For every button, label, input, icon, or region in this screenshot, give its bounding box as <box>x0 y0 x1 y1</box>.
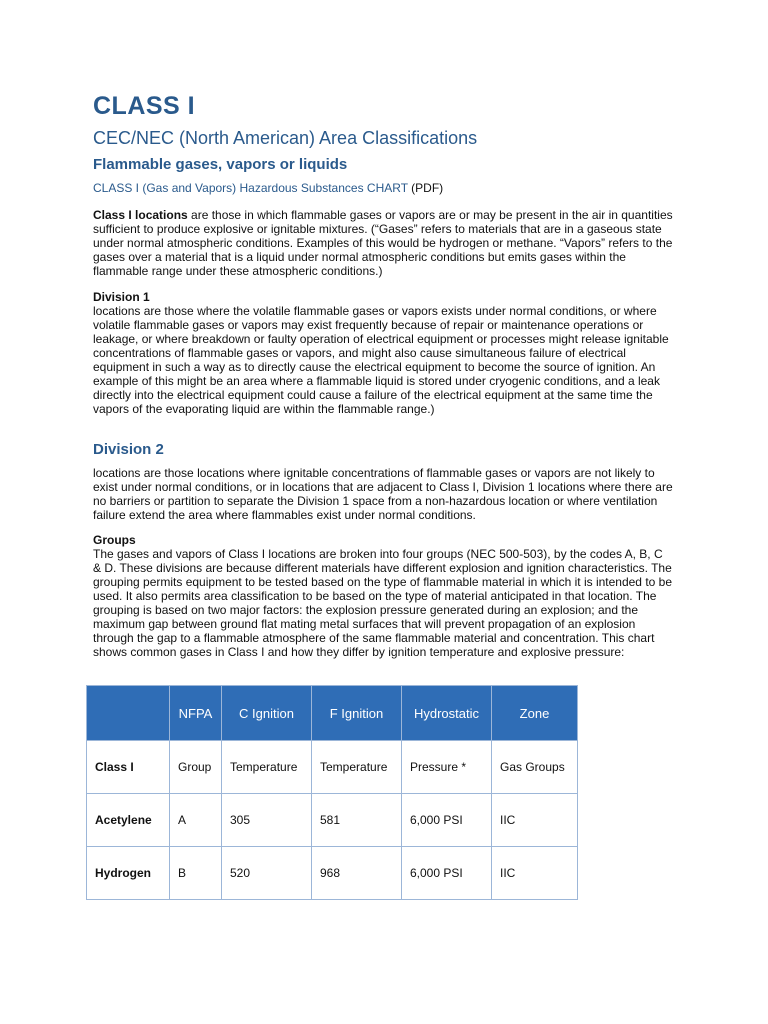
table-cell: 6,000 PSI <box>402 794 492 847</box>
chart-link-line <box>93 181 443 195</box>
page-subtitle: CEC/NEC (North American) Area Classifications <box>93 128 478 148</box>
class1-lead: Class I locations <box>93 208 188 222</box>
class1-paragraph <box>93 208 673 278</box>
table-cell: A <box>170 794 222 847</box>
table-header-cell: F Ignition <box>312 686 402 741</box>
table-cell: IIC <box>492 794 578 847</box>
gas-groups-table <box>86 685 578 900</box>
table-cell: Temperature <box>312 741 402 794</box>
class1-body: are those in which flammable gases or vapors are or may be present in the air in quantities sufficient to produce explosive or ignitable mixtures. (“Gases” refers to materials that are in a gaseous state under normal atmospheric conditions. Examples of this would be hydrogen or methane. “Vapors” refers to the gases over a material that is a liquid under normal atmospheric conditions but emits gases within the flammable range under these atmospheric conditions.) <box>93 208 673 278</box>
table-cell: Acetylene <box>87 794 170 847</box>
division1-body: locations are those where the volatile flammable gases or vapors exists under normal conditions, or where volatile flammable gases or vapors may exist frequently because of repair or maintenance operations or leakage, or where breakdown or faulty operation of electrical equipment or processes might release ignitable concentrations of flammable gases or vapors, and might also cause simultaneous failure of electrical equipment in such a way as to directly cause the electrical equipment to become the source of ignition. An example of this might be an area where a flammable liquid is stored under cryogenic conditions, and a leak directly into the electrical equipment could cause a failure of the electrical equipment at the same time the vapors of the evaporating liquid are within the flammable range.) <box>93 304 669 416</box>
chart-link[interactable]: CLASS I (Gas and Vapors) Hazardous Substances CHART <box>93 181 408 195</box>
table-cell: Temperature <box>222 741 312 794</box>
table-header-cell: NFPA <box>170 686 222 741</box>
table-cell: 581 <box>312 794 402 847</box>
division1-paragraph <box>93 290 673 416</box>
table-row <box>87 741 578 794</box>
table-cell: Gas Groups <box>492 741 578 794</box>
table-header-cell: C Ignition <box>222 686 312 741</box>
division2-heading: Division 2 <box>93 441 164 458</box>
division2-body: locations are those locations where ignitable concentrations of flammable gases or vapors are not likely to exist under normal conditions, or in locations that are adjacent to Class I, Division 1 locations where there are no barriers or partition to separate the Division 1 space from a non-hazardous location or where ventilation failure extend the area where flammables exist under normal conditions. <box>93 466 673 522</box>
table-cell: Pressure * <box>402 741 492 794</box>
table-header-row <box>87 686 578 741</box>
table-row <box>87 847 578 900</box>
table-cell: B <box>170 847 222 900</box>
table-header-cell: Hydrostatic <box>402 686 492 741</box>
groups-paragraph <box>93 533 673 659</box>
table-cell: IIC <box>492 847 578 900</box>
table-header-cell <box>87 686 170 741</box>
chart-link-suffix: (PDF) <box>407 181 444 195</box>
table-cell: 520 <box>222 847 312 900</box>
table-row <box>87 794 578 847</box>
groups-body: The gases and vapors of Class I locations are broken into four groups (NEC 500-503), by the codes A, B, C & D. These divisions are because different materials have different explosion and ignition characteristics. The grouping permits equipment to be tested based on the type of flammable material in which it is intended to be used. It also permits area classification to be based on the type of material anticipated in that location. The grouping is based on two major factors: the explosion pressure generated during an explosion; and the maximum gap between ground flat mating metal surfaces that will prevent propagation of an explosion through the gap to a flammable atmosphere of the same flammable material and concentration. This chart shows common gases in Class I and how they differ by ignition temperature and explosive pressure: <box>93 547 673 659</box>
table-cell: Hydrogen <box>87 847 170 900</box>
table-cell: 968 <box>312 847 402 900</box>
table-header-cell: Zone <box>492 686 578 741</box>
section-subheading: Flammable gases, vapors or liquids <box>93 156 348 173</box>
table-cell: 305 <box>222 794 312 847</box>
table-cell: Class I <box>87 741 170 794</box>
table-cell: 6,000 PSI <box>402 847 492 900</box>
division1-heading: Division 1 <box>93 290 150 304</box>
table-cell: Group <box>170 741 222 794</box>
groups-heading: Groups <box>93 533 136 547</box>
page-title: CLASS I <box>93 92 196 120</box>
